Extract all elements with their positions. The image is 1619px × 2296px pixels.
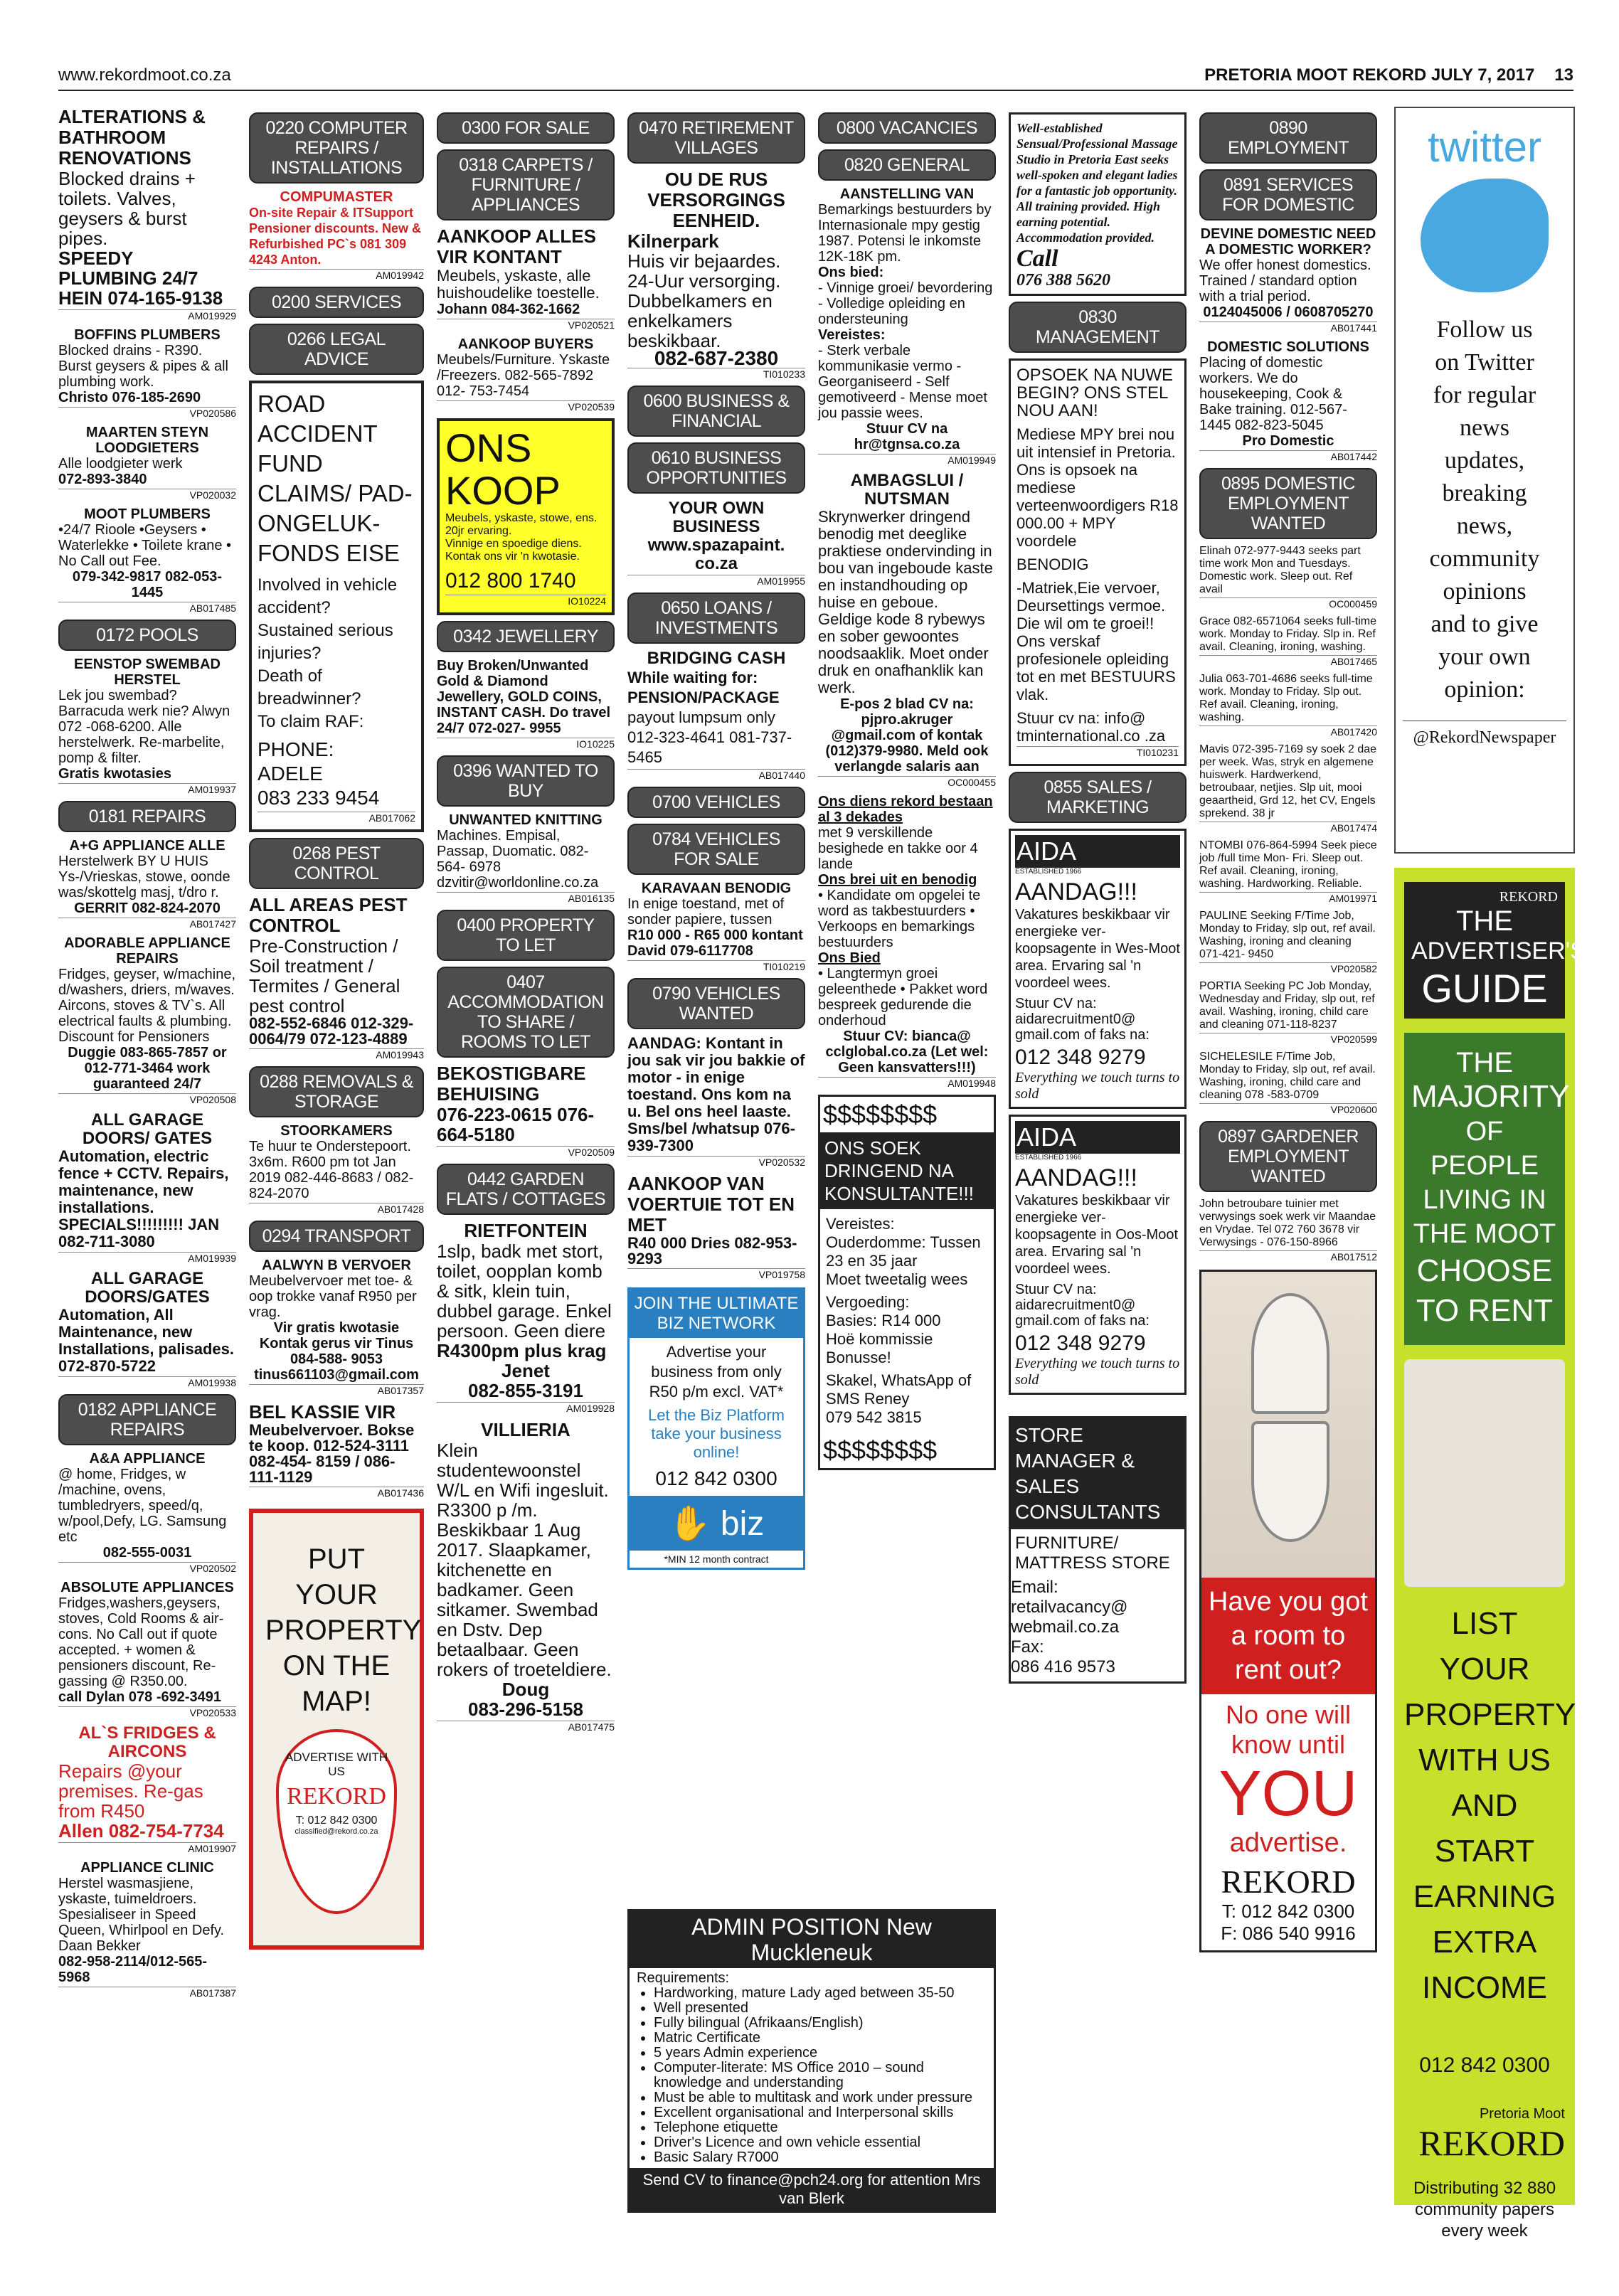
classified-ad: AALWYN B VERVOER Meubelvervoer met toe- & oop trokke vanaf R950 per vrag. Vir gratis kwotasie Kontak gerus vir Tinus 084-588- 9053 tinus661103@gmail.com AB017357: [249, 1258, 424, 1396]
classified-ad: Elinah 072-977-9443 seeks part time work Mon and Tuesdays. Domestic work. Sleep out. Ref avail OC000459: [1199, 545, 1377, 610]
classified-ad: UNWANTED KNITTING Machines. Empisal, Passap, Duomatic. 082-564- 6978 dzvitir@worldonline.co.za AB016135: [437, 812, 615, 904]
classified-ad: OU DE RUS VERSORGINGS EENHEID. Kilnerpark Huis vir bejaardes. 24-Uur versorging. Dubbelkamers en enkelkamers beskikbaar. 082-687-2380 TI010233: [627, 169, 805, 380]
category-heading: 0897 GARDENER EMPLOYMENT WANTED: [1199, 1121, 1377, 1192]
category-heading: 0220 COMPUTER REPAIRS / INSTALLATIONS: [249, 112, 424, 184]
column-8: [1394, 107, 1586, 2241]
column-4: [627, 107, 805, 2212]
classified-ad: BEL KASSIE VIR Meubelvervoer. Bokse te koop. 012-524-3111 082-454- 8159 / 086-111-1129 AB017436: [249, 1401, 424, 1499]
classified-ad: BEKOSTIGBARE BEHUISING 076-223-0615 076- 664-5180 VP020509: [437, 1063, 615, 1158]
requirement-item: • Computer-literate: MS Office 2010 – sound knowledge and understanding: [654, 2061, 987, 2090]
publication-line: [1184, 65, 1573, 85]
category-heading: 0268 PEST CONTROL: [249, 838, 424, 889]
classified-ad: ALL AREAS PEST CONTROL Pre-Construction / Soil treatment / Termites / General pest control 082-552-6846 012-329-0064/79 072-123-4889 AM019943: [249, 894, 424, 1061]
category-heading: 0600 BUSINESS & FINANCIAL: [627, 386, 805, 437]
classified-ad: EENSTOP SWEMBAD HERSTEL Lek jou swembad? Barracuda werk nie? Alwyn 072 -068-6200. Alle herstelwerk. Re-marbelite, pomp & filter. Gratis kwotasies AM019937: [58, 657, 236, 795]
classified-ad: PAULINE Seeking F/Time Job, Monday to Friday, slp out, ref avail. Washing, ironing and cleaning 071-421- 9450 VP020582: [1199, 910, 1377, 974]
raf-claims-ad: ROAD ACCIDENT FUND CLAIMS/ PAD-ONGELUK-FONDS EISE Involved in vehicle accident? Sustained serious injuries? Death of breadwinner? To claim RAF: PHONE: ADELE 083 233 9454 AB017062: [249, 381, 424, 832]
requirement-item: • Hardworking, mature Lady aged between 35-50: [654, 1986, 987, 2001]
room-to-rent-ad: Have you got a room to rent out? No one will know until YOU advertise. REKORD T: 012 842 0300 F: 086 540 9916: [1199, 1270, 1377, 1952]
category-heading: 0470 RETIREMENT VILLAGES: [627, 112, 805, 164]
aida-logo: AIDA: [1015, 835, 1180, 868]
classified-ad: YOUR OWN BUSINESS www.spazapaint. co.za AM019955: [627, 499, 805, 587]
aida-ad-west: AIDA ESTABLISHED 1966 AANDAG!!! Vakatures beskikbaar vir energieke ver-koopsagente in Wes-Moot area. Ervaring sal 'n voordeel wees. Stuur CV na: aidarecruitment0@ gmail.com of faks na: 012 348 9279 Everything we touch turns to sold: [1009, 829, 1187, 1109]
classified-ad: Buy Broken/Unwanted Gold & Diamond Jewellery, GOLD COINS, INSTANT CASH. Do travel 24/7 072-027- 9955 IO10225: [437, 658, 615, 750]
category-heading: 0342 JEWELLERY: [437, 621, 615, 652]
category-heading: 0442 GARDEN FLATS / COTTAGES: [437, 1164, 615, 1215]
classified-ad: Grace 082-6571064 seeks full-time work. Monday to Friday. Slp in. Ref avail. Cleaning, ironing, washing. AB017465: [1199, 615, 1377, 667]
category-heading: 0318 CARPETS / FURNITURE / APPLIANCES: [437, 149, 615, 220]
medical-rep-ad: OPSOEK NA NUWE BEGIN? ONS STEL NOU AAN! Mediese MPY brei nou uit intensief in Pretoria. Ons is opsoek na mediese verteenwoordigers R18 000.00 + MPY voordele BENODIG -Matriek,Eie vervoer, Deursettings vermoe. Die wil om te groei!! Ons verskaf profesionele opleiding tot en met BESTUURS vlak. Stuur cv na: info@ tminternational.co .za TI010231: [1009, 358, 1187, 766]
classified-ad: A+G APPLIANCE ALLE Herstelwerk BY U HUIS Ys-/Vrieskas, stowe, oonde was/skottelg masj, t/dro r. GERRIT 082-824-2070 AB017427: [58, 838, 236, 930]
site-url[interactable]: www.rekordmoot.co.za: [58, 65, 231, 85]
category-heading: 0610 BUSINESS OPPORTUNITIES: [627, 442, 805, 494]
category-heading: 0891 SERVICES FOR DOMESTIC: [1199, 169, 1377, 220]
bird-icon: [1421, 179, 1549, 292]
aida-ad-east: AIDA ESTABLISHED 1966 AANDAG!!! Vakatures beskikbaar vir energieke ver-koopsagente in Oos-Moot area. Ervaring sal 'n voordeel wees. Stuur CV na: aidarecruitment0@ gmail.com of faks na: 012 348 9279 Everything we touch turns to sold: [1009, 1115, 1187, 1395]
category-heading: 0790 VEHICLES WANTED: [627, 978, 805, 1029]
classified-ad: VILLIERIA Klein studentewoonstel W/L en Wifi ingesluit. R3300 p /m. Beskikbaar 1 Aug 2017. Slaapkamer, kitchenette en badkamer. Geen sitkamer. Swembad en Dstv. Dep betaalbaar. Geen rokers of troeteldiere. Doug 083-296-5158 AB017475: [437, 1419, 615, 1733]
classified-ad: A&A APPLIANCE @ home, Fridges, w /machine, ovens, tumbledryers, speed/q, w/pool,Defy, LG. Samsung etc 082-555-0031 VP020502: [58, 1451, 236, 1574]
classified-ad: AANDAG: Kontant in jou sak vir jou bakkie of motor - in enige toestand. Ons kom na u. Bel ons heel laaste. Sms/bel /whatsup 076-939-7300 VP020532: [627, 1034, 805, 1168]
classified-ad: APPLIANCE CLINIC Herstel wasmasjiene, yskaste, tuimeldroers. Spesialiseer in Speed Queen, Whirlpool en Defy. Daan Bekker 082-958-2114/012-565-5968 AB017387: [58, 1860, 236, 1999]
category-heading: 0800 VACANCIES: [818, 112, 996, 144]
aida-logo: AIDA: [1015, 1121, 1180, 1154]
classified-ad: SICHELESILE F/Time Job, Monday to Friday, slp out, ref avail. Washing, ironing, child care and cleaning 078 -583-0709 VP020600: [1199, 1051, 1377, 1115]
page-number: 13: [1554, 65, 1573, 85]
classified-ad: AANKOOP VAN VOERTUIE TOT EN MET R40 000 Dries 082-953-9293 VP019758: [627, 1173, 805, 1280]
category-heading: 0266 LEGAL ADVICE: [249, 324, 424, 375]
requirement-item: • Well presented: [654, 2001, 987, 2016]
classified-ad: Ons diens rekord bestaan al 3 dekades met 9 verskillende besighede en takke oor 4 lande Ons brei uit en benodig • Kandidate om opgelei te word as takbestuurders • Verkoops en bemarkings bestuurders Ons Bied • Langtermyn groei geleenthede • Pakket word bespreek gedurende die onderhoud Stuur CV: bianca@ cclglobal.co.za (Let wel: Geen kansvatters!!!) AM019948: [818, 794, 996, 1089]
classified-ad: BOFFINS PLUMBERS Blocked drains - R390. Burst geysers & pipes & all plumbing work. Christo 076-185-2690 VP020586: [58, 327, 236, 419]
category-heading: 0396 WANTED TO BUY: [437, 755, 615, 807]
classified-ad: AL`S FRIDGES & AIRCONS Repairs @your premises. Re-gas from R450 Allen 082-754-7734 AM019907: [58, 1723, 236, 1854]
category-heading: 0890 EMPLOYMENT: [1199, 112, 1377, 164]
requirement-item: • Must be able to multitask and work under pressure: [654, 2090, 987, 2105]
handshake-icon: ✋: [668, 1505, 711, 1543]
page-header: [58, 60, 1573, 91]
classified-ad: Mavis 072-395-7169 sy soek 2 dae per week. Was, stryk en algemene huiswerk. Hardwerkend, betroubaar, netjies. Slp uit, mooi geaartheid, Grd 12, het CV, Engels sprekend. 38 jr AB017474: [1199, 743, 1377, 834]
column-5: [818, 107, 996, 1899]
column-1: [58, 107, 236, 2004]
column-2: [249, 107, 424, 1950]
twitter-logo: twitter: [1427, 123, 1542, 171]
classified-ad: BRIDGING CASH While waiting for: PENSION/PACKAGE payout lumpsum only 012-323-4641 081-737-5465 AB017440: [627, 649, 805, 781]
twitter-promo: twitter Follow us on Twitter for regular news updates, breaking news, community opinions and to give your own opinion: @RekordNewspaper: [1394, 107, 1575, 854]
classified-ad: STOORKAMERS Te huur te Onderstepoort. 3x6m. R600 pm tot Jan 2019 082-446-8683 / 082-824-2070 AB017428: [249, 1123, 424, 1215]
advertisers-guide: REKORD THE ADVERTISER'S GUIDE THE MAJORITY OF PEOPLE LIVING IN THE MOOT CHOOSE TO RENT LIST YOUR PROPERTY WITH US AND START EARNING EXTRA INCOME 012 842 0300 Pretoria Moot REKORD Distributing 32 880 community papers every week: [1394, 868, 1575, 2205]
publication-title: PRETORIA MOOT REKORD JULY 7, 2017: [1204, 65, 1535, 85]
category-heading: 0855 SALES / MARKETING: [1009, 772, 1187, 823]
classified-ad: RIETFONTEIN 1slp, badk met stort, toilet, oopplan komb & sitk, klein tuin, dubbel garage. Enkel persoon. Geen diere R4300pm plus krag Jenet 082-855-3191 AM019928: [437, 1220, 615, 1414]
category-heading: 0830 MANAGEMENT: [1009, 302, 1187, 353]
biz-network-ad: JOIN THE ULTIMATE BIZ NETWORK Advertise your business from only R50 p/m excl. VAT* Let the Biz Platform take your business online! 012 842 0300 ✋ biz *MIN 12 month contract: [627, 1287, 805, 1570]
category-heading: 0288 REMOVALS & STORAGE: [249, 1066, 424, 1117]
house-hourglass-icon: [1404, 1359, 1565, 1587]
category-heading: 0895 DOMESTIC EMPLOYMENT WANTED: [1199, 468, 1377, 539]
classified-ad: John betroubare tuinier met verwysings soek werk vir Maandae en Vrydae. Tel 072 760 3678 vir Verwysings - 076-150-8966 AB017512: [1199, 1198, 1377, 1263]
column-6: [1009, 107, 1187, 1689]
requirement-item: • Telephone etiquette: [654, 2120, 987, 2135]
biz-logo: ✋ biz: [630, 1496, 803, 1551]
classified-ad: KARAVAAN BENODIG In enige toestand, met of sonder papiere, tussen R10 000 - R65 000 kontant David 079-6117708 TI010219: [627, 881, 805, 972]
classified-ad: AANSTELLING VAN Bemarkings bestuurders by Internasionale mpy gestig 1987. Potensi le inkomste 12K-18K pm. Ons bied: - Vinnige groei/ bevordering - Volledige opleiding en ondersteuning Vereistes: - Sterk verbale kommunikasie vermo - Georganiseerd - Self gemotiveerd - Mense moet jou passie wees. Stuur CV na hr@tgnsa.co.za AM019949: [818, 186, 996, 466]
requirement-item: • Excellent organisational and Interpersonal skills: [654, 2105, 987, 2120]
classified-ad: DEVINE DOMESTIC NEED A DOMESTIC WORKER? We offer honest domestics. Trained / standard option with a trial period. 0124045006 / 0608705270 AB017441: [1199, 226, 1377, 334]
requirement-item: • Matric Certificate: [654, 2031, 987, 2046]
category-heading: 0200 SERVICES: [249, 287, 424, 318]
requirement-item: • 5 years Admin experience: [654, 2046, 987, 2061]
category-heading: 0650 LOANS / INVESTMENTS: [627, 592, 805, 644]
admin-position-ad: ADMIN POSITION New Muckleneuk Requirements: • Hardworking, mature Lady aged between 35-50 • Well presented • Fully bilingual (Afrikaans/English) • Matric Certificate • 5 years Admin experience • Computer-literate: MS Office 2010 – sound knowledge and understanding • Must be able to multitask and work under pressure • Excellent organisational and Interpersonal skills • Telephone etiquette • Driver's Licence and own vehicle essential • Basic Salary R7000 Send CV to finance@pch24.org for attention Mrs van Blerk: [627, 1909, 996, 2213]
column-7: [1199, 107, 1377, 1952]
requirement-item: • Fully bilingual (Afrikaans/English): [654, 2016, 987, 2031]
column-3: [437, 107, 615, 1738]
classified-ad: ALTERATIONS & BATHROOM RENOVATIONS Blocked drains + toilets. Valves, geysers & burst pipes. SPEEDY PLUMBING 24/7 HEIN 074-165-9138 AM019929: [58, 106, 236, 321]
classified-ad: Julia 063-701-4686 seeks full-time work. Monday to Friday. Slp out. Ref avail. Cleaning, ironing, washing. AB017420: [1199, 673, 1377, 738]
category-heading: 0181 REPAIRS: [58, 801, 236, 832]
requirement-item: • Driver's Licence and own vehicle essential: [654, 2135, 987, 2150]
classified-ad: AANKOOP ALLES VIR KONTANT Meubels, yskaste, alle huishoudelike toestelle. Johann 084-362-1662 VP020521: [437, 225, 615, 331]
category-heading: 0182 APPLIANCE REPAIRS: [58, 1394, 236, 1445]
classified-ad: AMBAGSLUI / NUTSMAN Skrynwerker dringend benodig met deeglike praktiese ondervinding in bou van ingeboude kaste en instandhouding op huise en geboue. Geldige kode 8 rybewys en sober gewoontes noodsaaklik. Moet onder druk en onafhanklik kan werk. E-pos 2 blad CV na: pjpro.akruger @gmail.com of kontak (012)379-9980. Meld ook verlangde salaris aan OC000455: [818, 471, 996, 788]
massage-studio-ad: Well-established Sensual/Professional Massage Studio in Pretoria East seeks well-spoken and elegant ladies for a fantastic job opportunity. All training provided. High earning potential. Accommodation provided. Call 076 388 5620: [1009, 112, 1187, 296]
classified-ad: AANKOOP BUYERS Meubels/Furniture. Yskaste /Freezers. 082-565-7892 012- 753-7454 VP020539: [437, 336, 615, 413]
classified-ad: ABSOLUTE APPLIANCES Fridges,washers,geysers, stoves, Cold Rooms & air-cons. No Call out if quote accepted. + women & pensioners discount, Re-gassing @ R350.00. call Dylan 078 -692-3491 VP020533: [58, 1580, 236, 1718]
category-heading: 0407 ACCOMMODATION TO SHARE / ROOMS TO LET: [437, 967, 615, 1058]
classified-ad: ALL GARAGE DOORS/ GATES Automation, electric fence + CCTV. Repairs, maintenance, new installations. SPECIALS!!!!!!!!! JAN 082-711-3080 AM019939: [58, 1110, 236, 1264]
classified-ad: NTOMBI 076-864-5994 Seek piece job /full time Mon- Fri. Sleep out. Ref avail. Cleaning, ironing, washing. Hardworking. Reliable. AM019971: [1199, 839, 1377, 904]
category-heading: 0400 PROPERTY TO LET: [437, 910, 615, 961]
property-map-ad: PUT YOUR PROPERTY ON THE MAP! ADVERTISE WITH US REKORD T: 012 842 0300 classified@rekord.co.za: [249, 1509, 424, 1950]
classified-ad: COMPUMASTER On-site Repair & ITSupport Pensioner discounts. New & Refurbished PC`s 081 309 4243 Anton. AM019942: [249, 189, 424, 281]
classified-ad: MAARTEN STEYN LOODGIETERS Alle loodgieter werk 072-893-3840 VP020032: [58, 425, 236, 501]
consultants-ad: $$$$$$$$ ONS SOEK DRINGEND NA KONSULTANTE!!! Vereistes: Ouderdomme: Tussen 23 en 35 jaar Moet tweetalig wees Vergoeding: Basies: R14 000 Hoë kommissie Bonusse! Skakel, WhatsApp of SMS Reney 079 542 3815 $$$$$$$$: [818, 1095, 996, 1470]
ons-koop-ad: ONS KOOP Meubels, yskaste, stowe, ens. 20jr ervaring. Vinnige en spoedige diens. Kontak ons vir 'n kwotasie. 012 800 1740 IO10224: [437, 418, 615, 615]
classified-ad: PORTIA Seeking PC Job Monday, Wednesday and Friday, slp out, ref avail. Washing, ironing, child care and cleaning 071-118-8237 VP020599: [1199, 980, 1377, 1045]
category-heading: 0700 VEHICLES: [627, 787, 805, 818]
store-manager-ad: STORE MANAGER & SALES CONSULTANTS FURNITURE/ MATTRESS STORE Email: retailvacancy@ webmail.co.za Fax: 086 416 9573: [1009, 1416, 1187, 1684]
classified-ad: ADORABLE APPLIANCE REPAIRS Fridges, geyser, w/machine, d/washers, driers, m/waves. Aircons, stoves & TV`s. All electrical faults & plumbing. Discount for Pensioners Duggie 083-865-7857 or 012-771-3464 work guaranteed 24/7 VP020508: [58, 935, 236, 1105]
map-pin-icon: ADVERTISE WITH US REKORD T: 012 842 0300 classified@rekord.co.za: [276, 1729, 397, 1914]
category-heading: 0820 GENERAL: [818, 149, 996, 181]
classified-ad: ALL GARAGE DOORS/GATES Automation, All Maintenance, new Installations, palisades. 072-870-5722 AM019938: [58, 1269, 236, 1388]
category-heading: 0294 TRANSPORT: [249, 1221, 424, 1252]
category-heading: 0300 FOR SALE: [437, 112, 615, 144]
hourglass-icon: [1201, 1272, 1375, 1578]
requirement-item: • Basic Salary R7000: [654, 2150, 987, 2165]
requirements-list: [637, 1986, 987, 2165]
classified-ad: DOMESTIC SOLUTIONS Placing of domestic workers. We do housekeeping, Cook & Bake training. 012-567-1445 082-823-5045 Pro Domestic AB017442: [1199, 339, 1377, 462]
classified-ad: MOOT PLUMBERS •24/7 Rioole •Geysers • Waterlekke • Toilete krane • No Call out Fee. 079-342-9817 082-053-1445 AB017485: [58, 506, 236, 614]
category-heading: 0172 POOLS: [58, 620, 236, 651]
category-heading: 0784 VEHICLES FOR SALE: [627, 824, 805, 875]
